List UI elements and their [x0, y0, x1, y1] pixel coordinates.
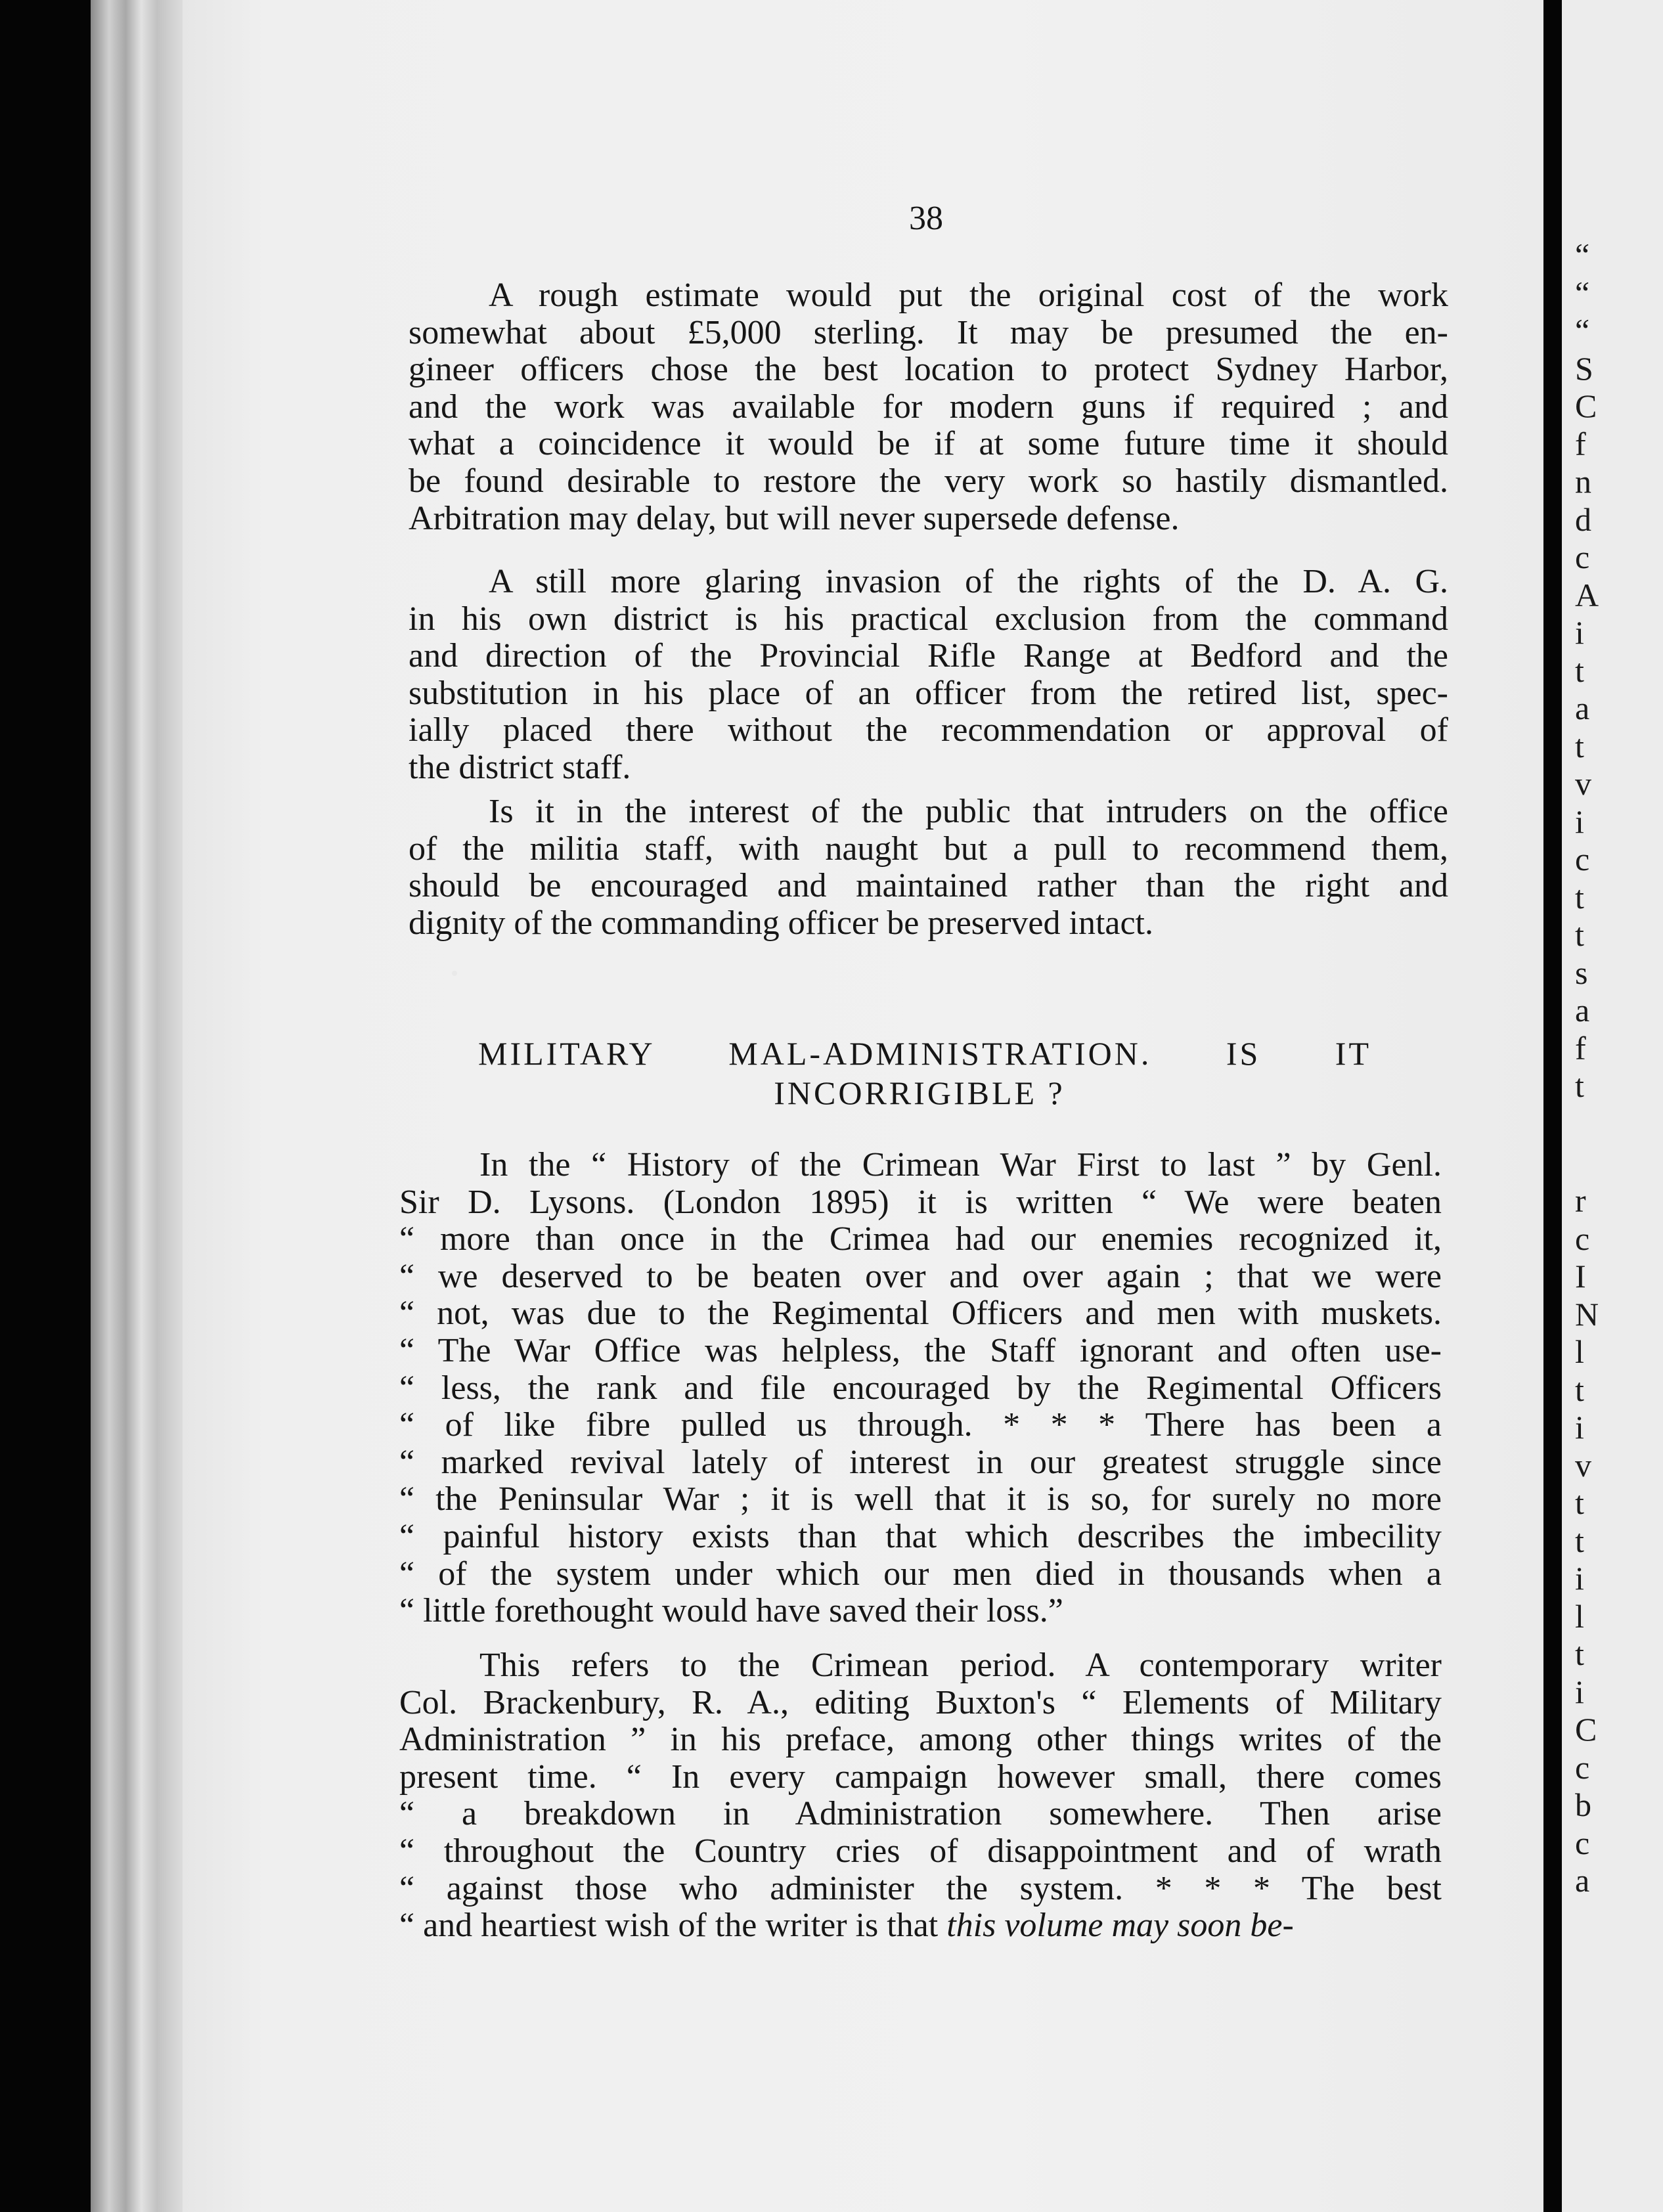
facing-page-letter: t — [1575, 878, 1584, 916]
facing-page-letter: v — [1575, 1446, 1591, 1484]
facing-page-letter: c — [1575, 1824, 1590, 1861]
facing-page-letter: b — [1575, 1786, 1591, 1823]
facing-page-letter: a — [1575, 992, 1590, 1029]
paragraph-line: somewhat about £5,000 sterling. It may be presumed the en- — [409, 313, 1448, 351]
paragraph-line: “ the Peninsular War ; it is well that it is so, for surely no more — [399, 1480, 1442, 1518]
facing-page-edge — [1562, 0, 1663, 2212]
facing-page-letter: r — [1575, 1182, 1586, 1219]
paragraph-line: Is it in the interest of the public that intruders on the office — [489, 793, 1448, 830]
facing-page-letter: v — [1575, 765, 1591, 802]
paragraph-line: This refers to the Crimean period. A contemporary writer — [479, 1647, 1442, 1684]
facing-page-letter: t — [1575, 727, 1584, 764]
paragraph-line: ially placed there without the recommendation or approval of — [409, 711, 1448, 749]
facing-page-letter: n — [1575, 463, 1591, 500]
paragraph-line: “ a breakdown in Administration somewhere. Then arise — [399, 1795, 1442, 1833]
paragraph-line: of the militia staff, with naught but a pull to recommend them, — [409, 830, 1448, 868]
facing-page-letter: “ — [1575, 274, 1590, 311]
facing-page-letter: C — [1575, 1711, 1597, 1748]
paragraph-line: “ more than once in the Crimea had our enemies recognized it, — [399, 1220, 1442, 1258]
facing-page-letter: “ — [1575, 236, 1590, 273]
paragraph-line: “ marked revival lately of interest in our greatest struggle since — [399, 1443, 1442, 1481]
paragraph-line: in his own district is his practical exclusion from the command — [409, 600, 1448, 638]
facing-page-letter: i — [1575, 1560, 1584, 1597]
facing-page-letter: t — [1575, 1371, 1584, 1408]
facing-page-letter: t — [1575, 1635, 1584, 1672]
facing-page-letter: i — [1575, 1673, 1584, 1710]
facing-page-letter: f — [1575, 425, 1586, 462]
book-gutter — [91, 0, 183, 2212]
facing-page-letter: A — [1575, 576, 1599, 613]
paragraph-line: “ we deserved to be beaten over and over again ; that we were — [399, 1257, 1442, 1295]
facing-page-letter: S — [1575, 349, 1593, 387]
italic-text: this volume may soon be- — [946, 1907, 1294, 1945]
facing-page-letter: a — [1575, 690, 1590, 726]
paragraph-line: “ not, was due to the Regimental Officers and men with muskets. — [399, 1294, 1442, 1333]
facing-page-letter: C — [1575, 387, 1597, 424]
facing-page-letter: l — [1575, 1597, 1584, 1635]
paragraph-line: present time. “ In every campaign however small, there comes — [399, 1758, 1442, 1796]
page-number: 38 — [909, 200, 943, 237]
paragraph-line: In the “ History of the Crimean War First to last ” by Genl. — [479, 1146, 1442, 1183]
paragraph-line: “ against those who administer the system. * * * The best — [399, 1869, 1442, 1907]
facing-page-letter: a — [1575, 1862, 1590, 1899]
facing-page-letter: c — [1575, 841, 1590, 877]
facing-page-letter: i — [1575, 614, 1584, 651]
facing-page-letter: c — [1575, 1220, 1590, 1257]
facing-page-letter: c — [1575, 1748, 1590, 1786]
facing-page-letter: t — [1575, 1484, 1584, 1521]
facing-page-letter: t — [1575, 1522, 1584, 1559]
paragraph-line: A still more glaring invasion of the rights of the D. A. G. — [489, 563, 1448, 600]
paragraph-line: gineer officers chose the best location to protect Sydney Harbor, — [409, 351, 1448, 389]
paragraph-line: Arbitration may delay, but will never supersede defense. — [409, 499, 1180, 537]
facing-page-letter: t — [1575, 1067, 1584, 1104]
facing-page-letter: “ — [1575, 312, 1590, 349]
paragraph-line: should be encouraged and maintained rather than the right and — [409, 867, 1448, 905]
facing-page-letter: f — [1575, 1029, 1586, 1067]
facing-page-letter: I — [1575, 1258, 1586, 1294]
paragraph-line: “ painful history exists than that which describes the imbecility — [399, 1518, 1442, 1555]
paragraph-line: “ of the system under which our men died in thousands when a — [399, 1555, 1442, 1593]
section-heading: INCORRIGIBLE ? — [774, 1074, 1065, 1111]
line-text: “ and heartiest wish of the writer is that — [399, 1907, 947, 1945]
section-heading: MILITARY MAL-ADMINISTRATION. IS IT — [478, 1035, 1371, 1072]
paragraph-line: and the work was available for modern guns if required ; and — [409, 387, 1448, 426]
paragraph-line: Sir D. Lysons. (London 1895) it is written “ We were beaten — [399, 1183, 1442, 1221]
facing-page-letter: t — [1575, 652, 1584, 689]
paragraph-line: what a coincidence it would be if at some future time it should — [409, 425, 1448, 463]
facing-page-letter: N — [1575, 1295, 1599, 1333]
paragraph-line: “ less, the rank and file encouraged by the Regimental Officers — [399, 1369, 1442, 1407]
facing-page-letter: i — [1575, 1409, 1584, 1446]
paragraph-line: “ throughout the Country cries of disappointment and of wrath — [399, 1832, 1442, 1870]
paragraph-line: dignity of the commanding officer be preserved intact. — [409, 904, 1153, 942]
paragraph-line: “ little forethought would have saved their loss.” — [399, 1592, 1063, 1630]
paragraph-line: Col. Brackenbury, R. A., editing Buxton's “ Elements of Military — [399, 1683, 1442, 1721]
facing-page-letter: s — [1575, 954, 1588, 991]
paragraph-line: and direction of the Provincial Rifle Range at Bedford and the — [409, 637, 1448, 675]
paragraph-line: be found desirable to restore the very work so hastily dismantled. — [409, 462, 1448, 500]
paragraph-line — [399, 1907, 1442, 1944]
paragraph-line: “ The War Office was helpless, the Staff ignorant and often use- — [399, 1332, 1442, 1369]
paragraph-line: the district staff. — [409, 749, 631, 786]
facing-page-letter: d — [1575, 500, 1591, 538]
facing-page-letter: i — [1575, 803, 1584, 840]
facing-page-letter: t — [1575, 916, 1584, 953]
paragraph-line: substitution in his place of an officer from the retired list, spec- — [409, 674, 1448, 712]
paragraph-line: A rough estimate would put the original cost of the work — [489, 276, 1448, 314]
facing-page-letter: c — [1575, 539, 1590, 575]
paragraph-line: Administration ” in his preface, among other things writes of the — [399, 1721, 1442, 1759]
facing-page-letter: l — [1575, 1333, 1584, 1370]
print-speck — [452, 971, 457, 976]
paragraph-line: “ of like fibre pulled us through. * * * There has been a — [399, 1406, 1442, 1444]
